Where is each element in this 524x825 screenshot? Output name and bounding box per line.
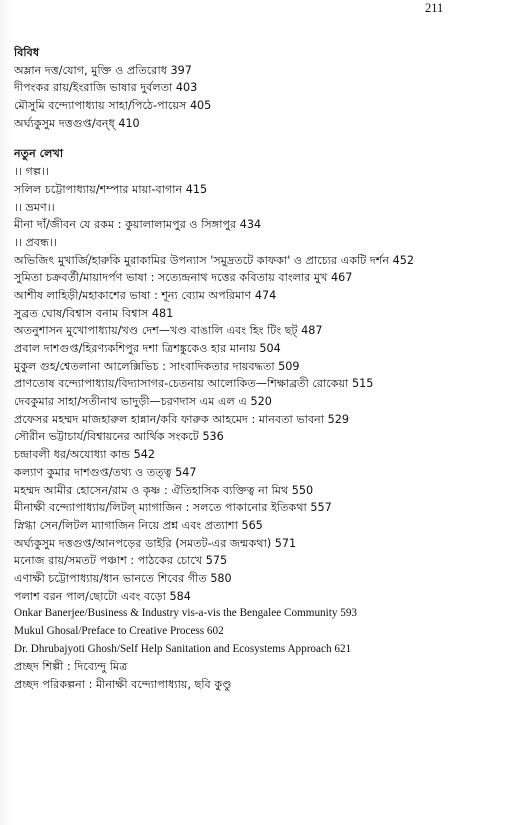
list-item: অতনুশাসন মুখোপাধ্যায়/খণ্ড দেশ—খণ্ড বাঙালি এবং হিং টিং ছট্‌ 487 — [14, 324, 323, 338]
list-item-english: Onkar Banerjee/Business & Industry vis-a-vis the Bengalee Community 593 — [14, 607, 358, 620]
list-item: মীনা দাঁ/জীবন যে রকম : কুয়ালালামপুর ও সিঙ্গাপুর 434 — [14, 218, 262, 232]
list-item: দীপংকর রায়/ইংরাজি ভাষার দুর্বলতা 403 — [14, 81, 198, 95]
list-item: মৌসুমি বন্দ্যোপাধ্যায় সাহা/পিঠে-পায়েস 405 — [14, 99, 212, 113]
list-item: অর্ঘ্যকুসুম দত্তগুপ্ত/আনপড়ের ডাইরি (সমতট-এর জন্মকথা) 571 — [14, 536, 297, 550]
page-number: 211 — [425, 1, 444, 15]
list-item: সলিল চট্টোপাধ্যায়/শম্পার মায়া-বাগান 415 — [14, 182, 208, 196]
list-item: প্রবাল দাশগুপ্ত/হিরণ্যকশিপুর দশা ত্রিশঙ্কুকেও হার মানায় 504 — [14, 342, 281, 355]
list-item: প্রাণতোষ বন্দ্যোপাধ্যায়/বিদ্যাসাগর-চেতনায় আলোকিত—শিক্ষাব্রতী রোকেয়া 515 — [14, 377, 374, 391]
list-item-english: Dr. Dhrubajyoti Ghosh/Self Help Sanitation and Ecosystems Approach 621 — [14, 642, 352, 655]
list-item: মুকুল গুহ/শ্বেতলানা আলেক্সিভিচ : সাংবাদিকতার দায়বদ্ধতা 509 — [14, 359, 300, 373]
subsection-heading-travel: ।। ভ্রমণ।। — [14, 200, 55, 214]
list-item: মীনাক্ষী বন্দ্যোপাধ্যায়/লিটল্‌ ম্যাগাজিন : সলতে পাকানোর ইতিকথা 557 — [14, 501, 332, 515]
list-item: সুমিতা চক্রবর্তী/মায়াদর্পণ ভাষা : সত্যেন্দ্রনাথ দত্তের কবিতায় বাংলার মুখ 467 — [14, 271, 353, 285]
list-item: চন্দ্রাবলী ধর/অযোধ্যা কান্ড 542 — [14, 448, 155, 462]
cover-artist-credit: প্রচ্ছদ শিল্পী : দিব্যেন্দু মিত্র — [14, 660, 128, 674]
list-item: সুব্রত ঘোষ/বিশ্বাস বনাম বিশ্বাস 481 — [14, 306, 174, 320]
list-item: অর্ঘ্যকুসুম দত্তগুপ্ত/বন্ধ্‌ 410 — [14, 116, 140, 130]
section-heading-new-writing: নতুন লেখা — [14, 147, 64, 161]
list-item: দেবকুমার সাহা/সতীনাথ ভাদুড়ী—চরণদাস এম এল এ 520 — [14, 395, 272, 409]
list-item: এণাক্ষী চট্টোপাধ্যায়/ধান ভানতে শিবের গীত 580 — [14, 571, 232, 585]
cover-design-credit: প্রচ্ছদ পরিকল্পনা : মীনাক্ষী বন্দ্যোপাধ্যায়, ছবি কুণ্ডু — [14, 678, 232, 692]
section-gap — [14, 132, 514, 145]
list-item-english: Mukul Ghosal/Preface to Creative Process 602 — [14, 625, 224, 637]
subsection-heading-story: ।। গল্প।। — [14, 165, 49, 179]
list-item: অভিজিৎ মুখার্জি/হারুকি মুরাকামির উপন্যাস 'সমুদ্রতটে কাফকা' ও প্রাচ্যের একটি দর্শন 452 — [14, 253, 415, 267]
subsection-heading-essay: ।। প্রবন্ধ।। — [14, 235, 57, 249]
list-item: প্রফেসর মহম্মদ মাজহারুল হান্নান/কবি ফারুক আহমেদ : মানবতা ভাবনা 529 — [14, 412, 349, 426]
list-item: পলাশ বরন পাল/ছোটো এবং বড়ো 584 — [14, 589, 191, 603]
list-item: সৌরীন ভট্টাচার্য/বিশ্বায়নের আর্থিক সংকটে 536 — [14, 430, 224, 444]
table-of-contents — [14, 44, 514, 694]
section-heading-misc: বিবিধ — [14, 46, 40, 59]
list-item: আশীষ লাহিড়ী/মহাকাশের ভাষা : শূন্য ব্যোম অপরিমাণ 474 — [14, 288, 277, 302]
list-item: মনোজ রায়/সমতট পঞ্চাশ : পাঠকের চোখে 575 — [14, 554, 228, 568]
list-item: মহম্মদ আমীর হোসেন/রাম ও কৃষ্ণ : ঐতিহাসিক ব্যক্তিত্ব না মিথ 550 — [14, 483, 314, 497]
list-item: অম্লান দত্ত/যোগ, মুক্তি ও প্রতিরোধ 397 — [14, 63, 192, 77]
list-item: স্নিগ্ধা সেন/লিটল ম্যাগাজিন নিয়ে প্রশ্ন এবং প্রত্যাশা 565 — [14, 518, 263, 532]
list-item: কল্যাণ কুমার দাশগুপ্ত/তথ্য ও তত্ত্ব 547 — [14, 465, 197, 479]
